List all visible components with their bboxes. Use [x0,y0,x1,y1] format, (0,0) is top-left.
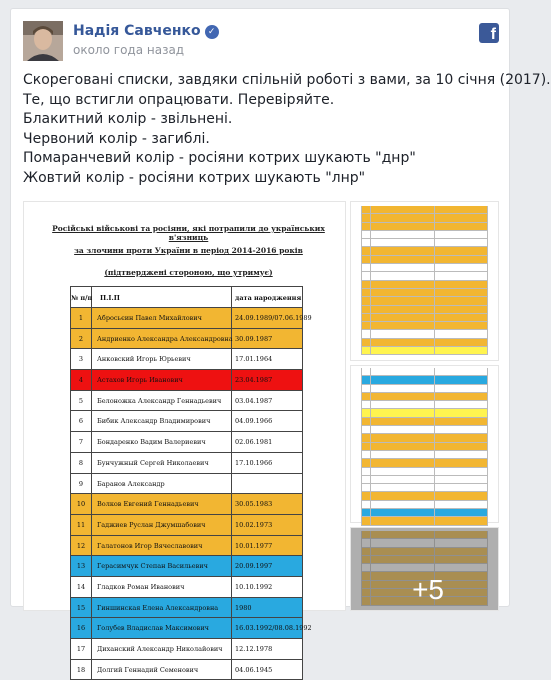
thumbnail-cell [435,322,488,329]
thumbnail-cell [371,393,435,400]
row-number: 7 [70,432,92,452]
thumbnail-cell [361,443,371,450]
row-name: Бибик Александр Владимирович [92,411,232,431]
table-row [70,598,303,619]
thumbnail-cell [371,264,435,271]
thumbnail-cell [435,476,488,483]
thumbnail-cell [361,368,371,375]
row-name: Голубев Владислав Максимович [92,618,232,638]
thumbnail-row [361,376,488,384]
thumbnail-cell [371,314,435,321]
table-row [70,577,303,598]
thumbnail-cell [361,247,371,254]
thumbnail-cell [435,418,488,425]
thumbnail-row [361,239,488,247]
row-number: 14 [70,577,92,597]
thumbnail-row [361,247,488,255]
thumbnail-photo-2[interactable] [350,365,499,523]
thumbnail-row [361,223,488,231]
row-date: 02.06.1981 [232,432,303,452]
thumbnail-cell [361,385,371,392]
row-name: Герасимчук Степан Васильевич [92,556,232,576]
table-row [70,639,303,660]
thumbnail-cell [435,409,488,416]
thumbnail-row [361,297,488,305]
col-header-number: № п/п [70,287,92,307]
thumbnail-cell [435,272,488,279]
table-row [70,515,303,536]
thumbnail-cell [435,443,488,450]
thumbnail-table [351,366,498,526]
thumbnail-cell [435,289,488,296]
thumbnail-cell [361,347,371,354]
table-row [70,453,303,474]
row-name: Андриенко Александра Александровна [92,329,232,349]
table-row [70,474,303,495]
thumbnail-cell [371,239,435,246]
thumbnail-cell [361,451,371,458]
thumbnail-cell [435,281,488,288]
more-photos-count[interactable]: +5 [412,574,444,605]
author-name-text[interactable]: Надія Савченко [73,23,201,39]
row-date: 04.09.1966 [232,411,303,431]
thumbnail-row [361,401,488,409]
row-date: 1980 [232,598,303,618]
post-line: Блакитний колір - звільнені. [23,111,233,127]
author-name[interactable] [73,23,219,39]
thumbnail-cell [361,339,371,346]
thumbnail-row [361,418,488,426]
thumbnail-row [361,484,488,492]
post-line: Жовтий колір - росіяни котрих шукають "лнр" [23,169,366,186]
thumbnail-cell [435,401,488,408]
thumbnail-cell [361,492,371,499]
thumbnail-cell [435,339,488,346]
table-row [70,556,303,577]
thumbnail-cell [435,509,488,516]
thumbnail-cell [361,393,371,400]
table-row [70,494,303,515]
row-number: 2 [70,329,92,349]
thumbnail-cell [371,484,435,491]
thumbnail-cell [435,459,488,466]
thumbnail-cell [361,223,371,230]
thumbnail-row [361,281,488,289]
thumbnail-cell [371,206,435,213]
thumbnail-cell [435,306,488,313]
thumbnail-row [361,272,488,280]
row-name: Долгий Геннадий Семенович [92,660,232,680]
thumbnail-cell [435,231,488,238]
thumbnail-cell [371,426,435,433]
thumbnail-cell [361,426,371,433]
thumbnail-row [361,339,488,347]
row-date: 12.12.1978 [232,639,303,659]
main-photo[interactable] [23,201,346,674]
thumbnail-cell [435,468,488,475]
thumbnail-cell [361,231,371,238]
thumbnail-cell [371,459,435,466]
row-date: 10.01.1977 [232,536,303,556]
row-name: Белоножка Александр Геннадьевич [92,391,232,411]
thumbnail-row [361,264,488,272]
document-subtitle: за злочини проти України в період 2014-2016 років [74,246,303,255]
thumbnail-cell [435,214,488,221]
row-number: 5 [70,391,92,411]
thumbnail-cell [361,376,371,383]
row-name: Волков Евгений Геннадьевич [92,494,232,514]
thumbnail-cell [371,501,435,508]
thumbnail-cell [371,272,435,279]
thumbnail-cell [371,231,435,238]
thumbnail-cell [361,322,371,329]
row-number: 10 [70,494,92,514]
row-number: 6 [70,411,92,431]
row-number: 13 [70,556,92,576]
thumbnail-cell [371,306,435,313]
row-number: 16 [70,618,92,638]
row-number: 17 [70,639,92,659]
row-date: 20.09.1997 [232,556,303,576]
thumbnail-cell [435,385,488,392]
post-line: Помаранчевий колір - росіяни котрих шукають "днр" [23,150,416,166]
row-number: 12 [70,536,92,556]
thumbnail-cell [371,401,435,408]
thumbnail-cell [371,376,435,383]
thumbnail-cell [371,434,435,441]
document-note: (підтверджені стороною, що утримує) [104,268,273,277]
thumbnail-cell [435,347,488,354]
post-line: Те, що встигли опрацювати. Перевіряйте. [23,91,335,108]
row-name: Диханский Александр Николайович [92,639,232,659]
table-row [70,536,303,557]
post-line: Червоний колір - загиблі. [23,130,210,147]
row-date [232,474,303,494]
row-number: 8 [70,453,92,473]
thumbnail-cell [361,401,371,408]
thumbnail-photo-1[interactable] [350,201,499,361]
row-name: Баранов Александр [92,474,232,494]
thumbnail-cell [435,517,488,524]
table-row [70,329,303,350]
table-row [70,432,303,453]
row-name: Бунчужный Сергей Николаевич [92,453,232,473]
facebook-logo-icon[interactable]: f [479,23,499,43]
thumbnail-row [361,330,488,338]
thumbnail-row [361,231,488,239]
thumbnail-cell [361,459,371,466]
row-number: 4 [70,370,92,390]
thumbnail-cell [361,509,371,516]
thumbnail-row [361,492,488,500]
post-header [23,21,499,61]
thumbnail-cell [361,517,371,524]
thumbnail-row [361,393,488,401]
row-name: Анковский Игорь Юрьевич [92,349,232,369]
row-date: 17.10.1966 [232,453,303,473]
thumbnail-cell [361,289,371,296]
row-date: 24.09.1989/07.06.1989 [232,308,303,328]
row-number: 15 [70,598,92,618]
thumbnail-row [361,476,488,484]
table-row [70,411,303,432]
thumbnail-cell [361,314,371,321]
thumbnail-row [361,256,488,264]
thumbnail-photo-3[interactable] [350,527,499,611]
row-name: Гиншинская Елена Александровна [92,598,232,618]
thumbnail-cell [435,484,488,491]
thumbnail-row [361,385,488,393]
thumbnail-cell [435,501,488,508]
row-name: Бондаренко Вадим Валериевич [92,432,232,452]
thumbnail-cell [371,517,435,524]
thumbnail-cell [371,492,435,499]
thumbnail-cell [361,256,371,263]
thumbnail-cell [435,297,488,304]
row-name: Гладков Роман Иванович [92,577,232,597]
thumbnail-cell [371,281,435,288]
thumbnail-cell [361,306,371,313]
thumbnail-row [361,443,488,451]
col-header-name: П.І.П [92,287,232,307]
table-row [70,370,303,391]
row-number: 18 [70,660,92,680]
document-title: Російські військові та росіяни, які потрапили до українських в'язниць [52,224,325,242]
thumbnail-cell [371,385,435,392]
row-date: 10.10.1992 [232,577,303,597]
thumbnail-cell [371,409,435,416]
thumbnail-cell [361,484,371,491]
thumbnail-cell [435,330,488,337]
thumbnail-cell [435,393,488,400]
post-timestamp[interactable]: около года назад [73,43,185,57]
thumbnail-cell [361,434,371,441]
thumbnail-cell [371,223,435,230]
thumbnail-cell [361,418,371,425]
thumbnail-cell [371,347,435,354]
thumbnail-row [361,306,488,314]
row-name: Астахов Игорь Иванович [92,370,232,390]
thumbnail-cell [361,272,371,279]
row-date: 04.06.1945 [232,660,303,680]
thumbnail-row [361,206,488,214]
verified-badge-icon: ✓ [205,25,219,39]
thumbnail-row [361,322,488,330]
table-row [70,308,312,329]
row-date: 03.04.1987 [232,391,303,411]
row-number: 9 [70,474,92,494]
table-row [70,349,303,370]
thumbnail-cell [361,409,371,416]
thumbnail-cell [371,247,435,254]
row-number: 1 [70,308,92,328]
row-date: 10.02.1973 [232,515,303,535]
thumbnail-cell [371,418,435,425]
thumbnail-row [361,501,488,509]
thumbnail-row [361,347,488,355]
post-card [10,8,551,674]
thumbnail-cell [361,476,371,483]
table-row [70,660,303,680]
table-row [70,391,303,412]
row-name: Гаджиев Руслан Джумшабович [92,515,232,535]
row-date: 30.09.1987 [232,329,303,349]
thumbnail-cell [435,264,488,271]
thumbnail-cell [435,206,488,213]
row-date: 16.03.1992/08.08.1992 [232,618,303,638]
thumbnail-cell [435,492,488,499]
thumbnail-cell [361,330,371,337]
thumbnail-row [361,468,488,476]
row-date: 30.05.1983 [232,494,303,514]
thumbnail-row [361,459,488,467]
photo-grid [23,201,499,674]
row-name: Галатонов Игор Вячеславович [92,536,232,556]
thumbnail-row [361,426,488,434]
row-number: 11 [70,515,92,535]
thumbnail-cell [371,339,435,346]
thumbnail-table [351,202,498,355]
thumbnail-row [361,289,488,297]
thumbnail-cell [371,214,435,221]
thumbnail-cell [435,451,488,458]
thumbnail-cell [435,223,488,230]
thumbnail-cell [371,476,435,483]
thumbnail-cell [371,451,435,458]
row-number: 3 [70,349,92,369]
thumbnail-cell [435,368,488,375]
thumbnail-cell [371,509,435,516]
thumbnail-row [361,517,488,525]
thumbnail-cell [371,289,435,296]
table-row [70,618,312,639]
col-header-date: дата народження [232,287,303,307]
post-line: Скореговані списки, завдяки спільній роботі з вами, за 10 січня (2017). [23,72,551,88]
thumbnail-row [361,368,488,376]
thumbnail-cell [435,434,488,441]
thumbnail-cell [361,264,371,271]
thumbnail-cell [435,376,488,383]
thumbnail-cell [371,297,435,304]
avatar[interactable] [23,21,63,61]
thumbnail-cell [435,314,488,321]
row-date: 17.01.1964 [232,349,303,369]
thumbnail-cell [361,468,371,475]
thumbnail-cell [435,247,488,254]
row-date: 23.04.1987 [232,370,303,390]
thumbnail-row [361,214,488,222]
thumbnail-cell [361,281,371,288]
thumbnail-row [361,409,488,417]
thumbnail-cell [371,322,435,329]
prisoner-table [70,286,312,680]
table-header [70,286,303,308]
row-name: Абросьєин Павел Михайлович [92,308,232,328]
thumbnail-cell [361,206,371,213]
thumbnail-row [361,314,488,322]
thumbnail-cell [361,501,371,508]
thumbnail-cell [435,239,488,246]
thumbnail-cell [371,443,435,450]
thumbnail-cell [371,368,435,375]
thumbnail-cell [435,426,488,433]
thumbnail-cell [371,330,435,337]
thumbnail-row [361,509,488,517]
thumbnail-row [361,434,488,442]
thumbnail-cell [361,214,371,221]
thumbnail-cell [435,256,488,263]
thumbnail-cell [371,468,435,475]
post-body [23,71,551,188]
thumbnail-cell [361,297,371,304]
thumbnail-cell [361,239,371,246]
thumbnail-cell [371,256,435,263]
thumbnail-row [361,451,488,459]
